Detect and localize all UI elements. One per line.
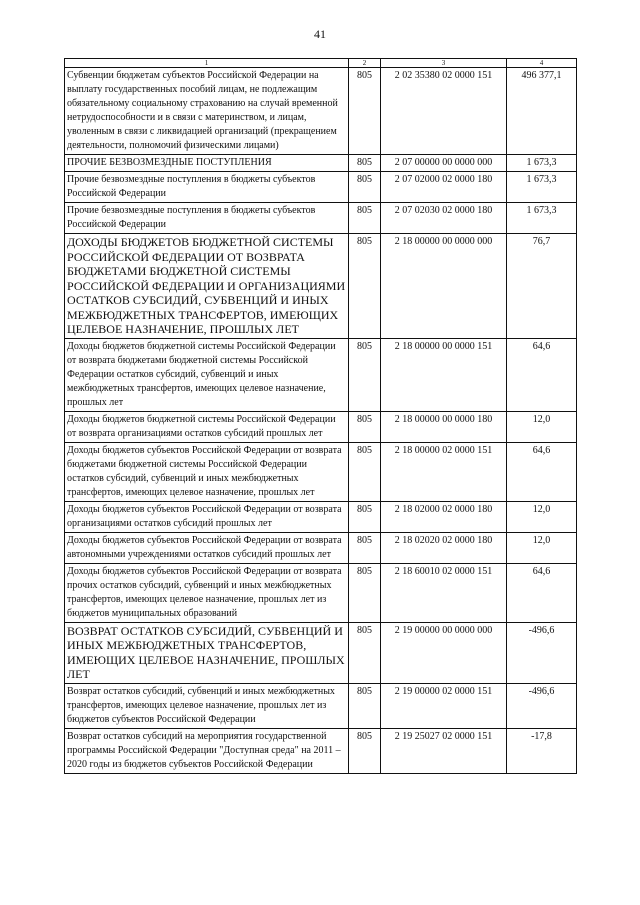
table-row [65, 442, 577, 501]
table-row [65, 234, 577, 339]
row-admin-code-cell: 805 [349, 563, 381, 622]
row-name-cell: Доходы бюджетов субъектов Российской Федерации от возврата автономными учреждениями остатков субсидий прошлых лет [65, 532, 349, 563]
row-admin-code-cell: 805 [349, 683, 381, 728]
row-name-cell: ДОХОДЫ БЮДЖЕТОВ БЮДЖЕТНОЙ СИСТЕМЫ РОССИЙСКОЙ ФЕДЕРАЦИИ ОТ ВОЗВРАТА БЮДЖЕТАМИ БЮДЖЕТНОЙ СИСТЕМЫ РОССИЙСКОЙ ФЕДЕРАЦИИ И ОРГАНИЗАЦИЯМИ ОСТАТКОВ СУБСИДИЙ, СУБВЕНЦИЙ И ИНЫХ МЕЖБЮДЖЕТНЫХ ТРАНСФЕРТОВ, ИМЕЮЩИХ ЦЕЛЕВОЕ НАЗНАЧЕНИЕ, ПРОШЛЫХ ЛЕТ [65, 234, 349, 339]
row-name-cell: ПРОЧИЕ БЕЗВОЗМЕЗДНЫЕ ПОСТУПЛЕНИЯ [65, 155, 349, 172]
row-name-cell: Возврат остатков субсидий на мероприятия государственной программы Российской Федерации "Доступная среда" на 2011 – 2020 годы из бюджетов субъектов Российской Федерации [65, 728, 349, 773]
page-number: 41 [314, 27, 326, 41]
row-admin-code-cell: 805 [349, 622, 381, 683]
row-budget-code-cell: 2 19 00000 02 0000 151 [381, 683, 507, 728]
header-col-1: 1 [65, 59, 349, 68]
row-amount-cell: 12,0 [507, 411, 577, 442]
row-admin-code-cell: 805 [349, 172, 381, 203]
row-budget-code-cell: 2 18 60010 02 0000 151 [381, 563, 507, 622]
row-amount-cell: 64,6 [507, 338, 577, 411]
row-amount-cell: 64,6 [507, 563, 577, 622]
row-admin-code-cell: 805 [349, 532, 381, 563]
row-amount-cell: 496 377,1 [507, 68, 577, 155]
row-amount-cell: 64,6 [507, 442, 577, 501]
row-amount-cell: 1 673,3 [507, 172, 577, 203]
row-admin-code-cell: 805 [349, 68, 381, 155]
row-name-cell: Возврат остатков субсидий, субвенций и иных межбюджетных трансфертов, имеющих целевое назначение, прошлых лет из бюджетов субъектов Российской Федерации [65, 683, 349, 728]
row-amount-cell: 1 673,3 [507, 155, 577, 172]
row-name-cell: Доходы бюджетов бюджетной системы Российской Федерации от возврата организациями остатков субсидий прошлых лет [65, 411, 349, 442]
row-budget-code-cell: 2 07 02000 02 0000 180 [381, 172, 507, 203]
row-budget-code-cell: 2 18 00000 02 0000 151 [381, 442, 507, 501]
row-admin-code-cell: 805 [349, 203, 381, 234]
row-budget-code-cell: 2 02 35380 02 0000 151 [381, 68, 507, 155]
row-name-cell: Доходы бюджетов бюджетной системы Российской Федерации от возврата бюджетами бюджетной системы Российской Федерации остатков субсидий, субвенций и иных межбюджетных трансфертов, имеющих целевое назначение, прошлых лет [65, 338, 349, 411]
table-row [65, 338, 577, 411]
row-name-cell: Прочие безвозмездные поступления в бюджеты субъектов Российской Федерации [65, 172, 349, 203]
table-row [65, 68, 577, 155]
row-amount-cell: 76,7 [507, 234, 577, 339]
row-amount-cell: -496,6 [507, 683, 577, 728]
table-row [65, 683, 577, 728]
row-budget-code-cell: 2 18 02020 02 0000 180 [381, 532, 507, 563]
table-row [65, 172, 577, 203]
row-budget-code-cell: 2 07 02030 02 0000 180 [381, 203, 507, 234]
row-admin-code-cell: 805 [349, 728, 381, 773]
header-col-2: 2 [349, 59, 381, 68]
row-amount-cell: 12,0 [507, 532, 577, 563]
row-amount-cell: -496,6 [507, 622, 577, 683]
row-budget-code-cell: 2 18 02000 02 0000 180 [381, 501, 507, 532]
row-admin-code-cell: 805 [349, 234, 381, 339]
row-name-cell: Доходы бюджетов субъектов Российской Федерации от возврата прочих остатков субсидий, субвенций и иных межбюджетных трансфертов, имеющих целевое назначение, прошлых лет из бюджетов муниципальных образований [65, 563, 349, 622]
table-row [65, 728, 577, 773]
row-admin-code-cell: 805 [349, 442, 381, 501]
header-row [65, 59, 577, 68]
row-budget-code-cell: 2 18 00000 00 0000 000 [381, 234, 507, 339]
row-amount-cell: 12,0 [507, 501, 577, 532]
table-row [65, 532, 577, 563]
table-row [65, 563, 577, 622]
header-col-3: 3 [381, 59, 507, 68]
row-budget-code-cell: 2 18 00000 00 0000 180 [381, 411, 507, 442]
table-row [65, 622, 577, 683]
row-name-cell: Субвенции бюджетам субъектов Российской Федерации на выплату государственных пособий лицам, не подлежащим обязательному социальному страхованию на случай временной нетрудоспособности и в связи с материнством, и лицам, уволенным в связи с ликвидацией организаций (прекращением деятельности, полномочий физическими лицами) [65, 68, 349, 155]
table-row [65, 203, 577, 234]
table-row [65, 411, 577, 442]
row-admin-code-cell: 805 [349, 411, 381, 442]
row-amount-cell: 1 673,3 [507, 203, 577, 234]
row-admin-code-cell: 805 [349, 338, 381, 411]
row-name-cell: Доходы бюджетов субъектов Российской Федерации от возврата бюджетами бюджетной системы Российской Федерации остатков субсидий, субвенций и иных межбюджетных трансфертов, имеющих целевое назначение, прошлых лет [65, 442, 349, 501]
table-row [65, 501, 577, 532]
budget-revenue-table [64, 58, 577, 774]
row-admin-code-cell: 805 [349, 501, 381, 532]
row-budget-code-cell: 2 18 00000 00 0000 151 [381, 338, 507, 411]
row-name-cell: Прочие безвозмездные поступления в бюджеты субъектов Российской Федерации [65, 203, 349, 234]
table-row [65, 155, 577, 172]
row-budget-code-cell: 2 19 25027 02 0000 151 [381, 728, 507, 773]
row-amount-cell: -17,8 [507, 728, 577, 773]
row-budget-code-cell: 2 19 00000 00 0000 000 [381, 622, 507, 683]
row-name-cell: ВОЗВРАТ ОСТАТКОВ СУБСИДИЙ, СУБВЕНЦИЙ И ИНЫХ МЕЖБЮДЖЕТНЫХ ТРАНСФЕРТОВ, ИМЕЮЩИХ ЦЕЛЕВОЕ НАЗНАЧЕНИЕ, ПРОШЛЫХ ЛЕТ [65, 622, 349, 683]
row-name-cell: Доходы бюджетов субъектов Российской Федерации от возврата организациями остатков субсидий прошлых лет [65, 501, 349, 532]
header-col-4: 4 [507, 59, 577, 68]
row-budget-code-cell: 2 07 00000 00 0000 000 [381, 155, 507, 172]
row-admin-code-cell: 805 [349, 155, 381, 172]
